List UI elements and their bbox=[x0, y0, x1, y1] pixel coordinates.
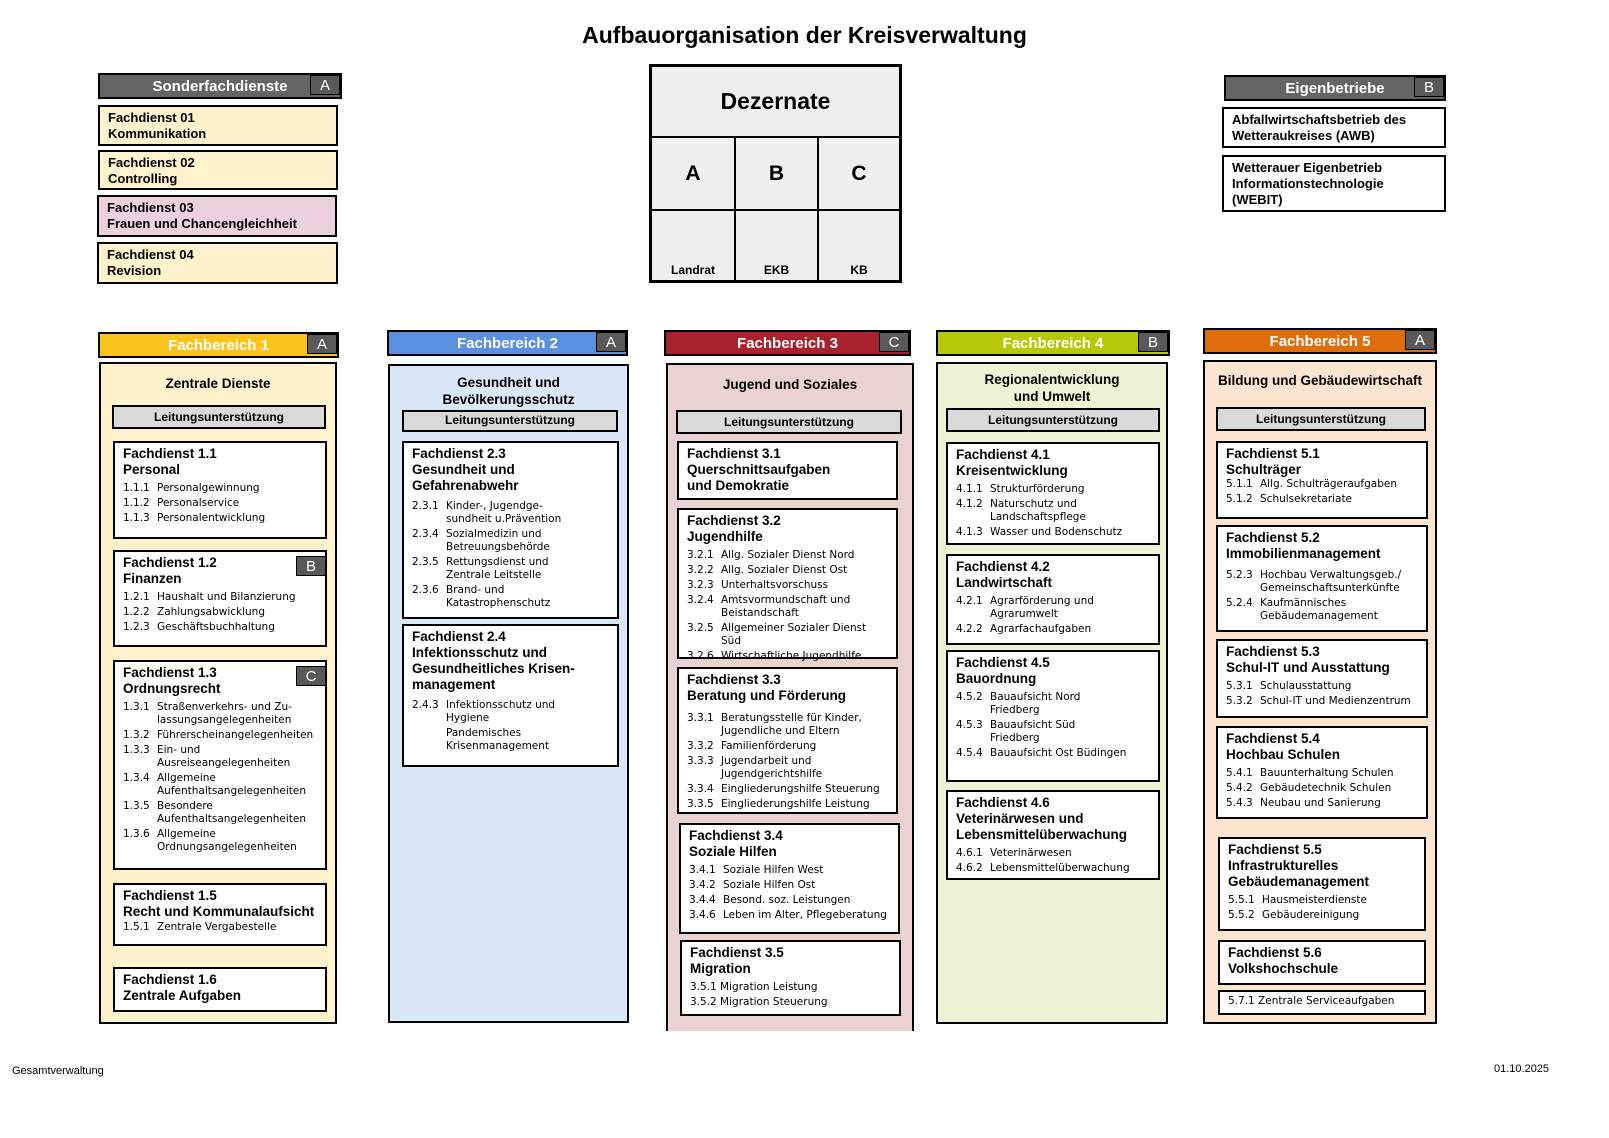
fachdienst-03-number: Fachdienst 03 bbox=[107, 200, 194, 215]
fachbereich-2-header-label: Fachbereich 2 bbox=[457, 334, 558, 352]
fachdienst-04-box bbox=[97, 242, 338, 284]
fachdienst-item-number: 3.3.1 bbox=[687, 712, 714, 724]
fachdienst-item bbox=[412, 699, 609, 727]
fachdienst-item-number: 3.4.1 bbox=[689, 864, 716, 876]
footer-left-text: Gesamtverwaltung bbox=[12, 1065, 104, 1077]
fachbereich-4-header-label: Fachbereich 4 bbox=[1002, 334, 1104, 352]
fachdienst-item bbox=[1226, 767, 1418, 782]
fachdienst-item-list bbox=[690, 981, 891, 1011]
fachdienst-title: Fachdienst 1.5 Recht und Kommunalaufsicht bbox=[123, 888, 315, 919]
fachdienst-item-list bbox=[1226, 767, 1418, 812]
fachdienst-item-number: 3.4.6 bbox=[689, 909, 716, 921]
fachdienst-03-box bbox=[97, 195, 337, 237]
fachdienst-box bbox=[679, 823, 900, 934]
dezernat-badge: C bbox=[879, 332, 909, 352]
fachdienst-item-label: Ein- und Ausreiseangelegenheiten bbox=[157, 744, 291, 769]
fachdienst-item-label: Straßenverkehrs- und Zu- lassungsangelegenheiten bbox=[157, 701, 292, 726]
fachdienst-item bbox=[1226, 797, 1418, 812]
fachdienst-box bbox=[946, 442, 1160, 545]
fachdienst-item-number: 5.4.2 bbox=[1226, 782, 1253, 794]
fachbereich-5-title: Bildung und Gebäudewirtschaft bbox=[1217, 373, 1422, 388]
fachdienst-item bbox=[687, 755, 888, 783]
fachdienst-item bbox=[687, 650, 888, 665]
fachdienst-item-label: Schulsekretariate bbox=[1260, 493, 1353, 505]
fachdienst-title: Fachdienst 2.3 Gesundheit und Gefahrenabwehr bbox=[412, 446, 519, 493]
fachdienst-item-label: Eingliederungshilfe Leistung bbox=[721, 798, 870, 810]
leitungsunterstuetzung-box: Leitungsunterstützung bbox=[1216, 407, 1426, 431]
fachdienst-item-number: 4.1.2 bbox=[956, 498, 983, 510]
fachdienst-item-label: Agrarförderung und Agrarumwelt bbox=[990, 595, 1094, 620]
fachdienst-box bbox=[1216, 726, 1428, 819]
fachdienst-item bbox=[687, 549, 888, 564]
fachdienst-item bbox=[689, 894, 890, 909]
fachdienst-item-label: Allgemeine Ordnungsangelegenheiten bbox=[157, 828, 297, 853]
fachdienst-title: Fachdienst 3.3 Beratung und Förderung bbox=[687, 672, 846, 703]
fachdienst-item-number: 3.3.5 bbox=[687, 798, 714, 810]
leitungsunterstuetzung-box: Leitungsunterstützung bbox=[112, 405, 326, 429]
fachdienst-item-number: 3.2.6 bbox=[687, 650, 714, 662]
dezernat-name-kb: KB bbox=[818, 210, 900, 281]
fachdienst-title: Fachdienst 3.2 Jugendhilfe bbox=[687, 513, 781, 544]
fachdienst-title: Fachdienst 1.3 Ordnungsrecht bbox=[123, 665, 221, 696]
fachdienst-item bbox=[687, 798, 888, 813]
fachdienst-item-number: 4.5.3 bbox=[956, 719, 983, 731]
fachdienst-item bbox=[123, 621, 317, 636]
fachdienst-box bbox=[946, 650, 1160, 782]
dezernat-badge: A bbox=[310, 75, 340, 95]
fachdienst-title: Fachdienst 5.3 Schul-IT und Ausstattung bbox=[1226, 644, 1390, 675]
eigenbetrieb-webit: Wetterauer Eigenbetrieb Informationstechnologie (WEBIT) bbox=[1222, 155, 1446, 212]
fachdienst-item-label: Veterinärwesen bbox=[990, 847, 1072, 859]
fachdienst-item-number: 5.2.3 bbox=[1226, 569, 1253, 581]
fachdienst-item-number: 5.1.2 bbox=[1226, 493, 1253, 505]
fachbereich-2-column bbox=[388, 364, 629, 1023]
fachdienst-item-number: 5.1.1 bbox=[1226, 478, 1253, 490]
fachdienst-item-list bbox=[1226, 569, 1418, 625]
fachdienst-item-number: 4.2.1 bbox=[956, 595, 983, 607]
fachdienst-item-number: 1.3.4 bbox=[123, 772, 150, 784]
dezernat-badge: A bbox=[596, 332, 626, 352]
fachdienst-item-label: Lebensmittelüberwachung bbox=[990, 862, 1130, 874]
fachdienst-item-number: 1.5.1 bbox=[123, 921, 150, 933]
fachdienst-box bbox=[1216, 525, 1428, 632]
fachdienst-item-label: Unterhaltsvorschuss bbox=[721, 579, 829, 591]
fachdienst-title: Fachdienst 4.5 Bauordnung bbox=[956, 655, 1050, 686]
sonderfachdienste-header-label: Sonderfachdienste bbox=[152, 77, 288, 95]
fachdienst-item-number: 1.1.1 bbox=[123, 482, 150, 494]
fachdienst-item bbox=[123, 744, 317, 772]
fachdienst-item bbox=[687, 783, 888, 798]
fachdienst-item bbox=[689, 909, 890, 924]
fachdienst-item-number: 5.3.2 bbox=[1226, 695, 1253, 707]
fachdienst-item-number: 4.1.3 bbox=[956, 526, 983, 538]
fachdienst-item bbox=[123, 497, 317, 512]
fachdienst-item-label: 3.5.2 Migration Steuerung bbox=[690, 996, 828, 1008]
dezernat-name-landrat: Landrat bbox=[651, 210, 735, 281]
fachdienst-item-list bbox=[956, 595, 1150, 638]
fachdienst-item-number: 3.3.3 bbox=[687, 755, 714, 767]
fachdienst-item bbox=[689, 879, 890, 894]
fachdienst-item-list bbox=[123, 482, 317, 527]
fachdienst-title: Fachdienst 1.1 Personal bbox=[123, 446, 217, 477]
fachdienst-box bbox=[677, 667, 898, 814]
fachdienst-item-label: Hochbau Verwaltungsgeb./ Gemeinschaftsunterkünfte bbox=[1260, 569, 1402, 594]
fachdienst-item bbox=[1226, 680, 1418, 695]
fachdienst-item-label: Neubau und Sanierung bbox=[1260, 797, 1381, 809]
fachdienst-title: Fachdienst 3.4 Soziale Hilfen bbox=[689, 828, 783, 859]
fachdienst-item-label: Schulausstattung bbox=[1260, 680, 1352, 692]
fachdienst-box bbox=[680, 940, 901, 1016]
fachdienst-item-label: Soziale Hilfen Ost bbox=[723, 879, 816, 891]
fachbereich-5-column bbox=[1203, 360, 1437, 1024]
fachdienst-item-label: Jugendarbeit und Jugendgerichtshilfe bbox=[721, 755, 823, 780]
fachdienst-item-label: Beratungsstelle für Kinder, Jugendliche und Eltern bbox=[721, 712, 862, 737]
fachbereich-3-title: Jugend und Soziales bbox=[722, 377, 858, 392]
fachdienst-02-number: Fachdienst 02 bbox=[108, 155, 195, 170]
fachbereich-4-header bbox=[936, 330, 1170, 356]
fachdienst-item bbox=[123, 591, 317, 606]
fachdienst-item-label: Bauunterhaltung Schulen bbox=[1260, 767, 1394, 779]
fachdienst-item-label: Allgemeine Aufenthaltsangelegenheiten bbox=[157, 772, 306, 797]
fachdienst-02-name: Controlling bbox=[108, 171, 178, 186]
fachdienst-item-label: Personalservice bbox=[157, 497, 240, 509]
fachdienst-item-label: Kaufmännisches Gebäudemanagement bbox=[1260, 597, 1378, 622]
fachdienst-item-number: 5.5.2 bbox=[1228, 909, 1255, 921]
fachdienst-item-label: 3.5.1 Migration Leistung bbox=[690, 981, 818, 993]
fachbereich-1-column bbox=[99, 362, 337, 1024]
fachdienst-item bbox=[123, 921, 317, 936]
fachdienst-item-list bbox=[1228, 894, 1416, 924]
fachdienst-title: Fachdienst 5.1 Schulträger bbox=[1226, 446, 1320, 477]
fachdienst-box bbox=[113, 967, 327, 1012]
dezernat-badge: B bbox=[1138, 332, 1168, 352]
fachdienst-item-label: Gebäudetechnik Schulen bbox=[1260, 782, 1392, 794]
fachdienst-item-list bbox=[687, 712, 888, 813]
fachdienst-item-number: 4.5.4 bbox=[956, 747, 983, 759]
fachbereich-1-title: Zentrale Dienste bbox=[165, 376, 271, 391]
fachdienst-01-box bbox=[98, 105, 338, 146]
fachdienst-item-number: 1.3.3 bbox=[123, 744, 150, 756]
fachdienst-title: Fachdienst 4.1 Kreisentwicklung bbox=[956, 447, 1068, 478]
fachdienst-item-number: 3.2.2 bbox=[687, 564, 714, 576]
fachdienst-box bbox=[677, 441, 898, 500]
fachdienst-item-list bbox=[956, 691, 1150, 762]
fachbereich-1-header-label: Fachbereich 1 bbox=[168, 336, 269, 354]
fachdienst-item bbox=[412, 528, 609, 556]
eigenbetrieb-awb: Abfallwirtschaftsbetrieb des Wetteraukreises (AWB) bbox=[1222, 107, 1446, 148]
fachdienst-item-number: 5.4.1 bbox=[1226, 767, 1253, 779]
fachbereich-5-header bbox=[1203, 328, 1437, 354]
fachdienst-item-label: Pandemisches Krisenmanagement bbox=[446, 727, 550, 752]
fachdienst-box bbox=[1216, 441, 1428, 519]
fachdienst-title: Fachdienst 4.6 Veterinärwesen und Lebensmittelüberwachung bbox=[956, 795, 1128, 842]
fachdienst-item bbox=[687, 564, 888, 579]
fachdienst-item bbox=[412, 727, 609, 755]
fachbereich-3-header-label: Fachbereich 3 bbox=[737, 334, 838, 352]
fachdienst-item bbox=[123, 800, 317, 828]
fachdienst-item bbox=[956, 498, 1150, 526]
fachdienst-item bbox=[1228, 995, 1416, 1010]
fachdienst-item-label: Zentrale Vergabestelle bbox=[157, 921, 277, 933]
fachdienst-item-number: 4.6.1 bbox=[956, 847, 983, 859]
fachdienst-item bbox=[1228, 894, 1416, 909]
fachdienst-item-label: Bauaufsicht Ost Büdingen bbox=[990, 747, 1127, 759]
fachdienst-item-list bbox=[956, 483, 1150, 541]
fachdienst-item-number: 3.2.4 bbox=[687, 594, 714, 606]
fachdienst-item-label: Amtsvormundschaft und Beistandschaft bbox=[721, 594, 851, 619]
fachdienst-04-number: Fachdienst 04 bbox=[107, 247, 194, 262]
fachdienst-item-label: Allg. Sozialer Dienst Ost bbox=[721, 564, 848, 576]
fachdienst-title: Fachdienst 5.5 Infrastrukturelles Gebäudemanagement bbox=[1228, 842, 1370, 889]
fachdienst-item bbox=[123, 482, 317, 497]
fachdienst-item-label: Personalgewinnung bbox=[157, 482, 260, 494]
fachdienst-item-number: 2.3.1 bbox=[412, 500, 439, 512]
fachdienst-item-label: Soziale Hilfen West bbox=[723, 864, 824, 876]
fachdienst-box bbox=[113, 441, 327, 539]
fachdienst-item-number: 5.2.4 bbox=[1226, 597, 1253, 609]
eigenbetriebe-header bbox=[1224, 75, 1446, 101]
fachdienst-item-label: Agrarfachaufgaben bbox=[990, 623, 1092, 635]
fachdienst-item bbox=[123, 512, 317, 527]
fachdienst-03-name: Frauen und Chancengleichheit bbox=[107, 216, 297, 231]
fachdienst-item-label: Kinder-, Jugendge- sundheit u.Prävention bbox=[446, 500, 562, 525]
sonderfachdienste-header bbox=[98, 73, 342, 99]
fachdienst-item-label: Allg. Schulträgeraufgaben bbox=[1260, 478, 1397, 490]
fachdienst-item-list bbox=[412, 699, 609, 755]
fachdienst-02-box bbox=[98, 150, 338, 190]
leitungsunterstuetzung-box: Leitungsunterstützung bbox=[402, 410, 618, 432]
fachdienst-item-number: 3.4.4 bbox=[689, 894, 716, 906]
fachdienst-item-label: Wasser und Bodenschutz bbox=[990, 526, 1123, 538]
dezernat-letter-b: B bbox=[735, 137, 818, 210]
fachdienst-box bbox=[677, 508, 898, 662]
fachdienst-box bbox=[1218, 940, 1426, 985]
fachbereich-5-header-label: Fachbereich 5 bbox=[1269, 332, 1371, 350]
fachdienst-item bbox=[956, 623, 1150, 638]
fachdienst-item bbox=[412, 556, 609, 584]
fachdienst-item bbox=[123, 772, 317, 800]
fachdienst-item bbox=[687, 622, 888, 650]
fachdienst-item bbox=[1226, 695, 1418, 710]
fachdienst-item-label: Bauaufsicht Nord Friedberg bbox=[990, 691, 1081, 716]
dezernat-badge: B bbox=[296, 556, 326, 576]
fachdienst-item-list bbox=[123, 701, 317, 856]
fachdienst-item-number: 1.2.1 bbox=[123, 591, 150, 603]
fachbereich-2-header bbox=[387, 330, 628, 356]
fachdienst-box bbox=[113, 550, 327, 647]
fachdienst-item-label: Familienförderung bbox=[721, 740, 817, 752]
fachdienst-title: Fachdienst 4.2 Landwirtschaft bbox=[956, 559, 1053, 590]
fachdienst-item bbox=[690, 996, 891, 1011]
fachdienst-item bbox=[687, 594, 888, 622]
fachdienst-item-number: 4.2.2 bbox=[956, 623, 983, 635]
fachdienst-item bbox=[956, 862, 1150, 877]
fachdienst-item-number: 1.1.3 bbox=[123, 512, 150, 524]
fachdienst-item bbox=[1226, 597, 1418, 625]
fachdienst-item-label: Schul-IT und Medienzentrum bbox=[1260, 695, 1411, 707]
fachdienst-box bbox=[946, 790, 1160, 880]
dezernat-badge: C bbox=[296, 666, 326, 686]
fachdienst-item-label: Leben im Alter, Pflegeberatung bbox=[723, 909, 887, 921]
fachdienst-item-label: Bauaufsicht Süd Friedberg bbox=[990, 719, 1076, 744]
fachdienst-item-label: Gebäudereinigung bbox=[1262, 909, 1360, 921]
fachdienst-item-label: Besond. soz. Leistungen bbox=[723, 894, 851, 906]
fachdienst-title: Fachdienst 1.2 Finanzen bbox=[123, 555, 217, 586]
fachdienst-box bbox=[1216, 639, 1428, 718]
fachdienst-item bbox=[687, 740, 888, 755]
fachdienst-item-list bbox=[123, 921, 317, 936]
fachdienst-item-number: 5.4.3 bbox=[1226, 797, 1253, 809]
fachdienst-item bbox=[123, 606, 317, 621]
fachbereich-4-column bbox=[936, 362, 1168, 1024]
fachdienst-title: Fachdienst 1.6 Zentrale Aufgaben bbox=[123, 972, 242, 1003]
fachdienst-item-number: 2.3.6 bbox=[412, 584, 439, 596]
fachdienst-box bbox=[402, 441, 619, 619]
leitungsunterstuetzung-box: Leitungsunterstützung bbox=[676, 410, 902, 434]
fachdienst-item bbox=[1226, 478, 1418, 493]
fachdienst-title: Fachdienst 5.2 Immobilienmanagement bbox=[1226, 530, 1381, 561]
fachdienst-item-list bbox=[1228, 995, 1416, 1010]
fachdienst-item-number: 1.3.1 bbox=[123, 701, 150, 713]
fachdienst-item-list bbox=[689, 864, 890, 924]
dezernate-table bbox=[649, 64, 902, 283]
fachdienst-item-number: 3.3.2 bbox=[687, 740, 714, 752]
fachdienst-item bbox=[412, 500, 609, 528]
dezernat-badge: A bbox=[1405, 330, 1435, 350]
fachdienst-item-label: Rettungsdienst und Zentrale Leitstelle bbox=[446, 556, 549, 581]
fachdienst-item-number: 4.6.2 bbox=[956, 862, 983, 874]
fachdienst-item bbox=[1228, 909, 1416, 924]
fachbereich-3-header bbox=[664, 330, 911, 356]
fachdienst-item bbox=[956, 847, 1150, 862]
page-title: Aufbauorganisation der Kreisverwaltung bbox=[582, 22, 1027, 48]
fachbereich-2-title: Gesundheit und Bevölkerungsschutz bbox=[442, 375, 575, 407]
dezernat-badge: B bbox=[1414, 77, 1444, 97]
fachdienst-item-label: Brand- und Katastrophenschutz bbox=[446, 584, 551, 609]
fachdienst-item-list bbox=[123, 591, 317, 636]
fachdienst-item-number: 5.5.1 bbox=[1228, 894, 1255, 906]
fachdienst-item bbox=[123, 729, 317, 744]
fachbereich-4-title: Regionalentwicklung und Umwelt bbox=[984, 372, 1120, 404]
dezernat-letter-c: C bbox=[818, 137, 900, 210]
dezernat-badge: A bbox=[307, 334, 337, 354]
fachdienst-item-label: Wirtschaftliche Jugendhilfe bbox=[721, 650, 862, 662]
footer-date: 01.10.2025 bbox=[1494, 1063, 1550, 1075]
fachdienst-item-label: Allgemeiner Sozialer Dienst Süd bbox=[721, 622, 867, 647]
fachdienst-item-number: 1.2.3 bbox=[123, 621, 150, 633]
fachdienst-item-number: 3.4.2 bbox=[689, 879, 716, 891]
fachdienst-item bbox=[687, 579, 888, 594]
fachdienst-box bbox=[1218, 990, 1426, 1015]
fachdienst-item-list bbox=[1226, 478, 1418, 508]
fachdienst-item bbox=[956, 526, 1150, 541]
leitungsunterstuetzung-box: Leitungsunterstützung bbox=[946, 408, 1160, 432]
fachdienst-item-number: 3.2.5 bbox=[687, 622, 714, 634]
fachdienst-item bbox=[956, 691, 1150, 719]
fachdienst-item-number: 2.3.4 bbox=[412, 528, 439, 540]
fachbereich-1-header bbox=[98, 332, 339, 358]
fachdienst-box bbox=[113, 883, 327, 946]
fachbereich-3-column bbox=[666, 363, 914, 1031]
fachdienst-item-label: Sozialmedizin und Betreuungsbehörde bbox=[446, 528, 550, 553]
fachdienst-item-label: Haushalt und Bilanzierung bbox=[157, 591, 296, 603]
fachdienst-item bbox=[412, 584, 609, 612]
fachdienst-item-label: Eingliederungshilfe Steuerung bbox=[721, 783, 880, 795]
fachdienst-item bbox=[956, 747, 1150, 762]
fachdienst-04-name: Revision bbox=[107, 263, 162, 278]
fachdienst-item-number: 3.2.1 bbox=[687, 549, 714, 561]
fachdienst-item bbox=[1226, 493, 1418, 508]
fachdienst-item-list bbox=[412, 500, 609, 612]
fachdienst-item bbox=[123, 701, 317, 729]
fachdienst-item-list bbox=[1226, 680, 1418, 710]
fachdienst-item bbox=[687, 712, 888, 740]
fachdienst-item bbox=[956, 719, 1150, 747]
fachdienst-title: Fachdienst 2.4 Infektionsschutz und Gesundheitliches Krisen- management bbox=[412, 629, 575, 692]
fachdienst-item-number: 2.4.3 bbox=[412, 699, 439, 711]
fachdienst-item bbox=[1226, 569, 1418, 597]
fachdienst-item-label: Allg. Sozialer Dienst Nord bbox=[721, 549, 855, 561]
fachdienst-item-label: Führerscheinangelegenheiten bbox=[157, 729, 314, 741]
fachdienst-item-label: Personalentwicklung bbox=[157, 512, 266, 524]
fachdienst-item bbox=[956, 483, 1150, 498]
fachdienst-item-label: Naturschutz und Landschaftspflege bbox=[990, 498, 1086, 523]
fachdienst-item bbox=[690, 981, 891, 996]
fachdienst-box bbox=[113, 660, 327, 870]
fachdienst-title: Fachdienst 5.4 Hochbau Schulen bbox=[1226, 731, 1341, 762]
fachdienst-item-label: 5.7.1 Zentrale Serviceaufgaben bbox=[1228, 995, 1395, 1007]
fachdienst-item-label: Besondere Aufenthaltsangelegenheiten bbox=[157, 800, 306, 825]
fachdienst-item bbox=[956, 595, 1150, 623]
fachdienst-01-name: Kommunikation bbox=[108, 126, 207, 141]
fachdienst-title: Fachdienst 5.6 Volkshochschule bbox=[1228, 945, 1339, 976]
fachdienst-item-label: Hausmeisterdienste bbox=[1262, 894, 1367, 906]
fachdienst-item-number: 3.2.3 bbox=[687, 579, 714, 591]
fachdienst-item-list bbox=[956, 847, 1150, 877]
fachdienst-item-label: Strukturförderung bbox=[990, 483, 1085, 495]
fachdienst-item-number: 3.3.4 bbox=[687, 783, 714, 795]
fachdienst-item-label: Infektionsschutz und Hygiene bbox=[446, 699, 556, 724]
fachdienst-box bbox=[946, 554, 1160, 645]
fachdienst-item-number: 1.1.2 bbox=[123, 497, 150, 509]
fachdienst-item-number: 1.2.2 bbox=[123, 606, 150, 618]
dezernat-name-ekb: EKB bbox=[735, 210, 818, 281]
dezernat-letter-a: A bbox=[651, 137, 735, 210]
fachdienst-item-number: 2.3.5 bbox=[412, 556, 439, 568]
fachdienst-title: Fachdienst 3.5 Migration bbox=[690, 945, 784, 976]
fachdienst-item-label: Zahlungsabwicklung bbox=[157, 606, 265, 618]
dezernate-title: Dezernate bbox=[651, 66, 900, 137]
fachdienst-title: Fachdienst 3.1 Querschnittsaufgaben und Demokratie bbox=[687, 446, 831, 493]
fachdienst-item-number: 5.3.1 bbox=[1226, 680, 1253, 692]
eigenbetriebe-header-label: Eigenbetriebe bbox=[1285, 79, 1385, 97]
fachdienst-box bbox=[1218, 837, 1426, 931]
fachdienst-box bbox=[402, 624, 619, 767]
fachdienst-item bbox=[689, 864, 890, 879]
fachdienst-01-number: Fachdienst 01 bbox=[108, 110, 195, 125]
fachdienst-item-list bbox=[687, 549, 888, 665]
fachdienst-item-number: 1.3.5 bbox=[123, 800, 150, 812]
fachdienst-item-number: 4.1.1 bbox=[956, 483, 983, 495]
fachdienst-item-number: 1.3.6 bbox=[123, 828, 150, 840]
fachdienst-item bbox=[1226, 782, 1418, 797]
fachdienst-item-number: 1.3.2 bbox=[123, 729, 150, 741]
fachdienst-item bbox=[123, 828, 317, 856]
fachdienst-item-number: 4.5.2 bbox=[956, 691, 983, 703]
fachdienst-item-label: Geschäftsbuchhaltung bbox=[157, 621, 275, 633]
